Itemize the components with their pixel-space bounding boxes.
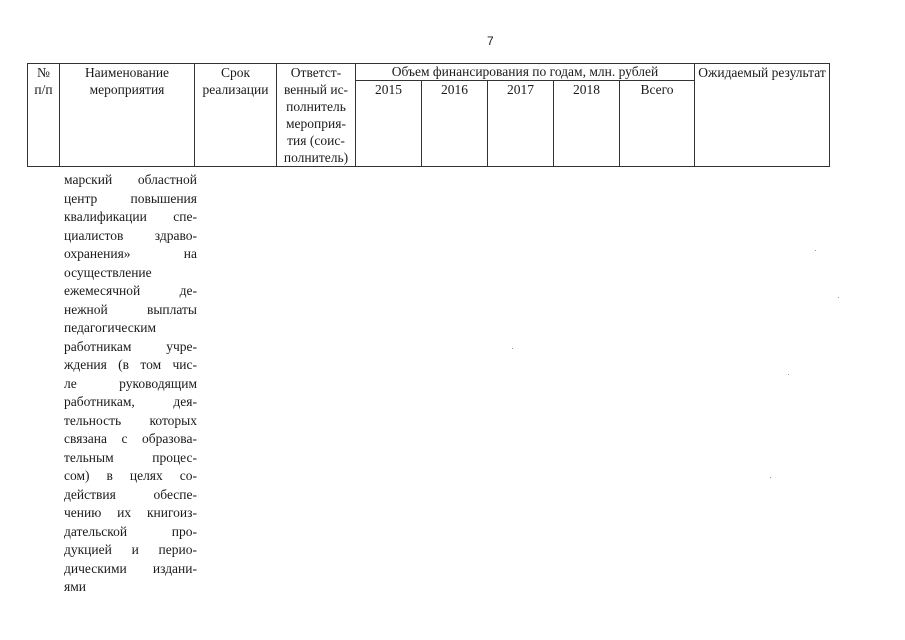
scan-speck bbox=[838, 297, 839, 298]
text-line: ежемесячной де- bbox=[64, 283, 197, 298]
text-line: действия обеспе- bbox=[64, 486, 197, 502]
text-line: циалистов здраво- bbox=[64, 227, 197, 243]
financing-table-header bbox=[27, 63, 830, 167]
text-line: дательской про- bbox=[64, 523, 197, 539]
text-line: осуществление bbox=[64, 264, 152, 280]
header-name-label: Наименование мероприятия bbox=[84, 65, 170, 97]
scan-speck bbox=[512, 348, 513, 349]
header-responsible bbox=[277, 64, 356, 167]
text-line: центр повышения bbox=[64, 190, 197, 206]
text-line: нежной выплаты bbox=[64, 301, 197, 317]
scan-speck bbox=[815, 250, 816, 251]
text-line: ждения (в том чис- bbox=[64, 357, 197, 372]
text-line: дическими издани- bbox=[64, 560, 197, 576]
text-line: чению их книгоиз- bbox=[64, 505, 197, 520]
header-year-2017: 2017 bbox=[488, 81, 554, 167]
measure-name-text bbox=[64, 171, 197, 597]
header-name bbox=[60, 64, 195, 167]
header-year-2016: 2016 bbox=[422, 81, 488, 167]
text-line: марский областной bbox=[64, 172, 197, 187]
header-term-label: Срок реализации bbox=[202, 65, 269, 97]
scan-speck bbox=[788, 374, 789, 375]
text-line: связана с образова- bbox=[64, 431, 197, 446]
header-term bbox=[195, 64, 277, 167]
text-line: педагогическим bbox=[64, 320, 157, 335]
text-line: работникам, дея- bbox=[64, 394, 197, 409]
page-number: 7 bbox=[487, 34, 494, 48]
text-line: ле руководящим bbox=[64, 375, 197, 391]
text-line: ями bbox=[64, 579, 86, 594]
text-line: квалификации спе- bbox=[64, 209, 197, 224]
header-num bbox=[28, 64, 60, 167]
text-line: охранения» на bbox=[64, 246, 197, 261]
header-financing bbox=[356, 64, 695, 81]
header-num-label: № п/п bbox=[34, 65, 53, 97]
header-result-label: Ожидаемый результат bbox=[698, 65, 826, 80]
header-year-2018: 2018 bbox=[554, 81, 620, 167]
text-line: сом) в целях со- bbox=[64, 468, 197, 483]
text-line: тельным процес- bbox=[64, 449, 197, 465]
text-line: работникам учре- bbox=[64, 338, 197, 354]
header-responsible-label: Ответст-венный ис-полнитель мероприя-тия (соис-полнитель) bbox=[283, 65, 349, 165]
text-line: дукцией и перио- bbox=[64, 542, 197, 557]
header-year-2015: 2015 bbox=[356, 81, 422, 167]
header-financing-label: Объем финансирования по годам, млн. рублей bbox=[391, 64, 659, 79]
scan-speck bbox=[770, 477, 771, 478]
text-line: тельность которых bbox=[64, 412, 197, 428]
header-total: Всего bbox=[620, 81, 695, 167]
header-result bbox=[695, 64, 830, 167]
